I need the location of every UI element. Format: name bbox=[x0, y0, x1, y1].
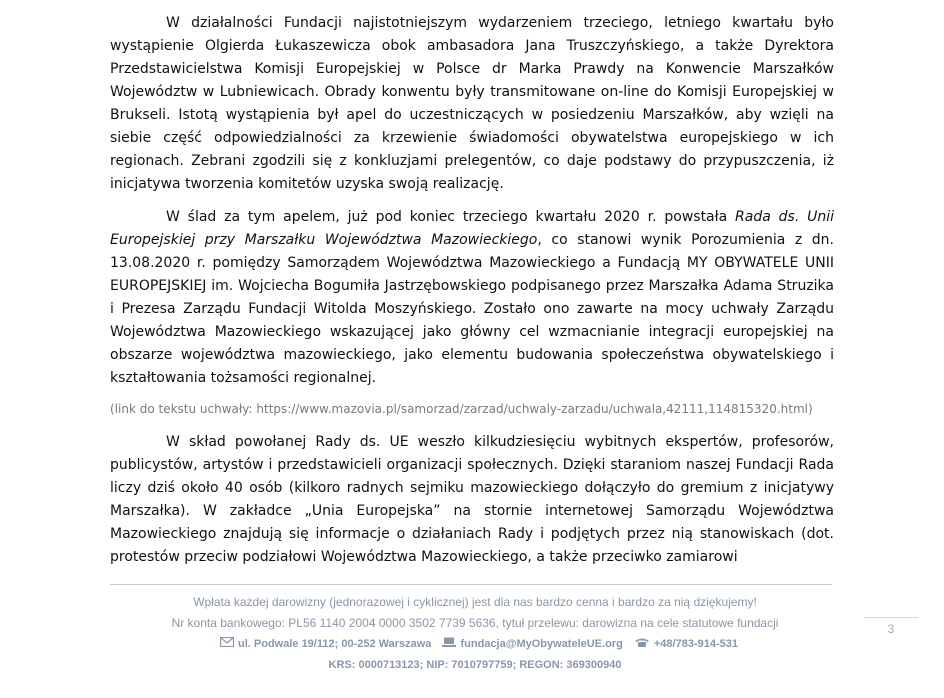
laptop-icon bbox=[442, 634, 456, 655]
footer-email[interactable]: fundacja@MyObywateleUE.org bbox=[460, 638, 623, 651]
page-number: 3 bbox=[887, 622, 895, 636]
page-footer bbox=[110, 592, 840, 676]
footer-phone[interactable]: +48/783-914-531 bbox=[653, 638, 738, 651]
paragraph-2-text-b: , co stanowi wynik Porozumienia z dn. 13.08.2020 r. pomiędzy Samorządem Województwa Mazowieckiego a Fundacją MY OBYWATELE UNII EUROPEJSKIEJ im. Wojciecha Bogumiła Jastrzębowskiego podpisanego przez Marszałka Adama Struzika i Prezesa Zarządu Fundacji Witolda Moszyńskiego. Zostało ono zawarte na mocy uchwały Zarządu Województwa Mazowieckiego wskazującej jako główny cel wzmacnianie integracji europejskiej na obszarze województwa mazowieckiego, jako elementu budowania społeczeństwa obywatelskiego i kształtowania tożsamości regionalnej. bbox=[110, 232, 834, 386]
footer-address: ul. Podwale 19/112; 00-252 Warszawa bbox=[238, 638, 432, 651]
resolution-link-note: (link do tekstu uchwały: https://www.mazovia.pl/samorzad/zarzad/uchwaly-zarzadu/uchwala,42111,114815320.html) bbox=[110, 402, 813, 416]
donation-line: Wpłata każdej darowizny (jednorazowej i cyklicznej) jest dla nas bardzo cenna i bardzo za nią dziękujemy! bbox=[193, 595, 757, 609]
paragraph-2-text-a: W ślad za tym apelem, już pod koniec trzeciego kwartału 2020 r. powstała bbox=[166, 209, 736, 225]
account-line: Nr konta bankowego: PL56 1140 2004 0000 3502 7739 5636, tytuł przelewu: darowizna na cele statutowe fundacji bbox=[171, 616, 779, 630]
contact-line bbox=[110, 634, 840, 655]
paragraph-2 bbox=[110, 206, 834, 390]
registry-line: KRS: 0000713123; NIP: 7010797759; REGON: 369300940 bbox=[328, 659, 622, 671]
paragraph-3: W skład powołanej Rady ds. UE weszło kilkudziesięciu wybitnych ekspertów, profesorów, publicystów, artystów i przedstawicieli organizacji społecznych. Dzięki staraniom naszej Fundacji Rada liczy dziś około 40 osób (kilkoro radnych sejmiku mazowieckiego dołączyło do gremium z inicjatywy Marszałka). W zakładce „Unia Europejska” na stornie internetowej Samorządu Województwa Mazowieckiego znajdują się informacje o działaniach Rady i podjętych przez nią stanowiskach (dot. protestów przeciw podziałowi Województwa Mazowieckiego, a także przeciwko zamiarowi bbox=[110, 434, 834, 565]
envelope-icon bbox=[220, 634, 234, 655]
council-name-italic: Rada ds. Unii Europejskiej przy Marszałku Województwa Mazowieckiego bbox=[110, 209, 834, 248]
document-body bbox=[110, 12, 834, 579]
footer-divider bbox=[110, 584, 832, 585]
page-number-rule bbox=[864, 617, 918, 618]
telephone-icon bbox=[634, 634, 650, 655]
paragraph-1: W działalności Fundacji najistotniejszym wydarzeniem trzeciego, letniego kwartału było wystąpienie Olgierda Łukaszewicza obok ambasadora Jana Truszczyńskiego, a także Dyrektora Przedstawicielstwa Komisji Europejskiej w Polsce dr Marka Prawdy na Konwencie Marszałków Województw w Lubniewicach. Obrady konwentu były transmitowane on-line do Komisji Europejskiej w Brukseli. Istotą wystąpienia był apel do uczestniczących w posiedzeniu Marszałków, aby wzięli na siebie część odpowiedzialności za krzewienie świadomości obywatelstwa europejskiego w ich regionach. Zebrani zgodzili się z konkluzjami prelegentów, co daje podstawy do przypuszczenia, iż inicjatywa tworzenia komitetów uzyska swoją realizację. bbox=[110, 15, 834, 192]
